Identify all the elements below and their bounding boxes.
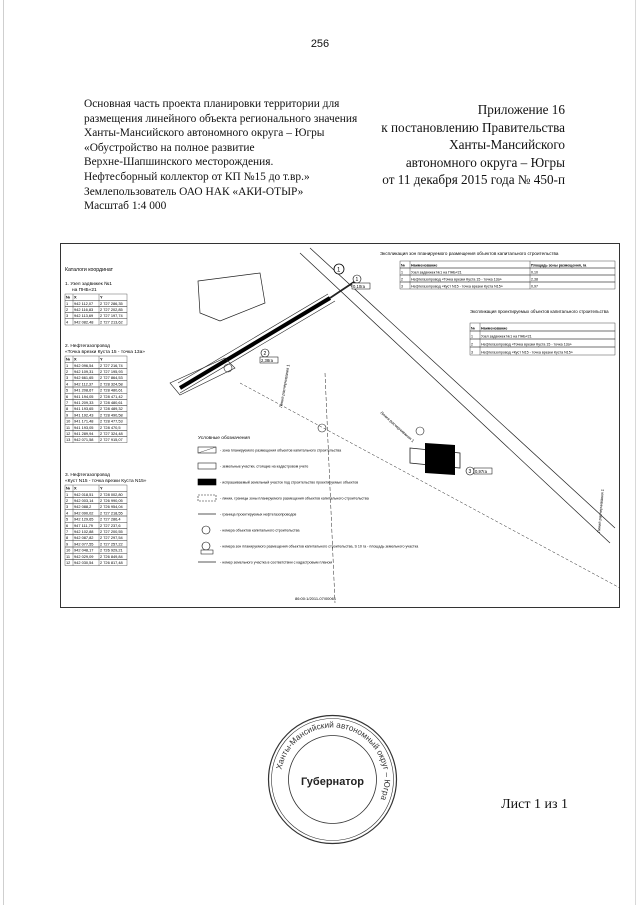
zone-number-label: [466, 467, 492, 475]
catalog-section-title: 3. Нефтегазопровод: [65, 473, 110, 478]
table-cell: 1: [471, 334, 473, 339]
table-cell: 947 111,79: [74, 522, 93, 528]
appendix-line: Ханты-Мансийского: [449, 137, 565, 152]
table-cell: 942 116,83: [74, 307, 94, 312]
table-cell: 942 112,07: [74, 300, 94, 306]
marker-circle: [224, 364, 232, 372]
table-cell: 2 726 817,48: [100, 560, 123, 565]
table-cell: 942 113,69: [74, 313, 94, 319]
table-cell: 0,10: [531, 270, 538, 275]
explication-title-line: Экспликация проектируемых объектов капитального строительства: [470, 309, 609, 314]
table-cell: 942 018,51: [74, 491, 94, 497]
table-header-cell: X: [74, 356, 77, 362]
table-cell: 941 193,65: [74, 406, 94, 412]
table-header-cell: №: [66, 356, 71, 362]
table-cell: 2 727 257,22: [100, 541, 123, 547]
table-header-cell: X: [74, 485, 77, 491]
map-frame: [61, 244, 620, 608]
table-cell: 3: [66, 375, 69, 381]
table-cell: 2: [66, 307, 69, 312]
svg-text:0,10га: 0,10га: [353, 284, 365, 289]
table-cell: 942 129,65: [74, 516, 94, 522]
table-cell: 3: [66, 504, 69, 510]
road-line: [240, 383, 620, 588]
zone-boundary: [178, 294, 328, 383]
catalog-section-2: [65, 343, 145, 443]
boundary-label: Линия расчерчивания 1: [278, 363, 291, 409]
table-cell: 2 728 489,32: [100, 406, 123, 412]
table-cell: 942 087,82: [74, 535, 94, 541]
governor-seal: [265, 712, 400, 847]
table-cell: 2 728 490,58: [100, 412, 123, 418]
table-cell: 941 209,33: [74, 400, 94, 405]
catalog-section-subtitle: на ПНБ«21: [72, 288, 97, 293]
zone-number-label: [260, 349, 278, 363]
marker-circle: [318, 424, 326, 432]
zone-boundary: [180, 301, 335, 393]
legend-label: - номера зон планируемого размещения объектов капитального строительства, S 10 га - площадь земельного участка: [220, 544, 419, 549]
legend-label: - зона планируемого размещения объектов капитального строительства: [220, 448, 342, 453]
project-description: [84, 97, 374, 214]
table-cell: 10: [66, 418, 71, 424]
table-cell: 1: [66, 362, 69, 368]
table-cell: 8: [66, 406, 69, 412]
table-cell: 2 727 195,93: [100, 369, 123, 374]
table-header-cell: №: [66, 485, 71, 491]
table-cell: 942 071,58: [74, 437, 94, 443]
legend-label: - земельные участки, стоящие на кадастровом учете: [220, 464, 309, 469]
table-cell: 7: [66, 529, 69, 534]
table-cell: 942 029,09: [74, 553, 94, 559]
explication-objects-table: [470, 309, 615, 355]
project-line: Основная часть проекта планировки территории для: [84, 98, 340, 110]
svg-text:0,97га: 0,97га: [475, 469, 487, 474]
sheet-number: Лист 1 из 1: [501, 797, 568, 812]
catalog-section-3: [65, 472, 147, 566]
cadastral-number: 86:00:1/2011-07/00061: [295, 596, 337, 601]
table-cell: 2 728 324,58: [100, 381, 123, 387]
table-cell: 942 030,54: [74, 560, 94, 565]
road-line: [325, 373, 335, 603]
table-cell: 942 102,88: [74, 529, 94, 534]
table-header-cell: Наименование: [411, 263, 438, 268]
catalog-section-subtitle: «Точка врезки Куста 15 - точка 13а»: [65, 350, 145, 355]
boundary-label: Линия расчерчивания 1: [379, 410, 416, 444]
catalog-section-title: 1. Узел задвижек №1: [65, 282, 112, 287]
table-cell: 12: [66, 431, 71, 436]
appendix-line: к постановлению Правительства: [381, 119, 565, 135]
table-cell: 2 727 216,74: [100, 362, 123, 368]
table-cell: 8: [66, 535, 69, 541]
table-cell: 2 728 480,61: [100, 400, 123, 405]
table-cell: 2 727 297,54: [100, 535, 123, 541]
table-cell: 3: [401, 284, 403, 289]
object-number-1: [334, 264, 344, 274]
catalog-table: [65, 356, 127, 443]
table-cell: 942 082,48: [74, 319, 94, 325]
table-cell: 942 112,37: [74, 381, 94, 387]
legend-label: - линии, границы зоны планируемого размещения объектов капитального строительства: [220, 496, 369, 501]
marker-circle: [416, 427, 424, 435]
table-cell: 1: [66, 300, 69, 306]
table-cell: 2 728 471,42: [100, 393, 123, 399]
table-cell: 2,38: [531, 277, 538, 282]
explication-title: Экспликация зон планируемого размещения объектов капитального строительства: [380, 251, 559, 256]
table-cell: Нефтегазопровод «Точка врезки Куста 15 - точка 13а»: [481, 342, 572, 347]
table-cell: 942 096,54: [74, 362, 94, 368]
table-cell: 12: [66, 560, 71, 565]
page-number: 256: [310, 38, 330, 50]
legend-swatch: [198, 463, 216, 469]
table-cell: 4: [66, 510, 69, 516]
scan-edge-left: [3, 0, 4, 905]
table-cell: 2 727 324,48: [100, 431, 123, 436]
project-line: размещения линейного объекта регионального значения: [84, 112, 358, 125]
table-cell: 2 728 470,5: [100, 424, 121, 430]
table-cell: 11: [66, 424, 71, 430]
catalog-table: [65, 485, 127, 566]
table-cell: 2 727 200,55: [100, 529, 123, 534]
table-cell: 10: [66, 547, 71, 553]
svg-text:3: 3: [468, 469, 472, 475]
zone-number-label: [352, 275, 370, 289]
appendix-line: Приложение 16: [477, 102, 565, 117]
pipeline-route: [180, 298, 330, 388]
scan-edge-right: [635, 0, 636, 905]
svg-text:1: 1: [355, 277, 359, 283]
table-header-cell: Y: [100, 356, 103, 362]
legend-label: - граница проектируемых нефтегазопроводов: [220, 512, 297, 517]
table-cell: 2 727 864,53: [100, 375, 123, 381]
table-header-cell: Площадь зоны размещения, га: [531, 263, 587, 268]
planning-map: [60, 243, 620, 608]
table-cell: 942 088,2: [74, 504, 92, 510]
project-line: Верхне-Шапшинского месторождения.: [84, 156, 274, 169]
table-cell: 5: [66, 387, 69, 393]
appendix-line: от 11 декабря 2015 года № 450-п: [382, 172, 565, 187]
table-cell: 2 728 477,53: [100, 418, 123, 424]
legend-swatch: [202, 526, 210, 534]
svg-text:2: 2: [263, 351, 267, 357]
table-cell: 942 003,14: [74, 498, 94, 503]
table-cell: 0,97: [531, 284, 538, 289]
table-cell: 941 289,94: [74, 431, 94, 436]
explication-table: [380, 251, 615, 289]
table-header-cell: №: [471, 326, 476, 331]
table-cell: 11: [66, 553, 71, 559]
table-cell: 941 193,05: [74, 424, 94, 430]
catalog-section-1: [65, 281, 127, 325]
table-cell: 2 726 954,04: [100, 504, 123, 510]
table-cell: 2 728 480,61: [100, 387, 123, 393]
table-cell: 2 726 849,84: [100, 553, 123, 559]
table-cell: 2 727 237,6: [100, 522, 121, 528]
legend-label: - номера объектов капитального строительства: [220, 528, 300, 533]
table-cell: 2 727 286,4: [100, 516, 121, 522]
table-cell: 2: [471, 342, 473, 347]
table-cell: 4: [66, 381, 69, 387]
table-cell: 942 109,31: [74, 369, 94, 374]
table-cell: 2: [401, 277, 403, 282]
seal-ring-text: Ханты-Мансийский автономный округ – Югра: [274, 720, 392, 802]
table-header-cell: Y: [100, 485, 103, 491]
table-header-cell: №: [66, 294, 71, 300]
legend-label: - номер земельного участка в соответствии с кадастровым планом: [220, 560, 333, 565]
table-cell: 942 077,55: [74, 541, 94, 547]
table-cell: Нефтегазопровод «Куст N15 - точка врезки Куста N15»: [481, 350, 573, 355]
project-line: Масштаб 1:4 000: [84, 200, 167, 213]
table-cell: Нефтегазопровод «Куст N15 - точка врезки Куста N15»: [411, 284, 503, 289]
table-cell: Узел задвижек №1 на ПНБ«21: [411, 270, 462, 275]
catalog-section-subtitle: «Куст N15 - точка врезки Куста N15»: [65, 479, 147, 484]
table-header-cell: Наименование: [481, 326, 508, 331]
table-cell: 2 726 990,05: [100, 498, 123, 503]
legend-swatch: [201, 550, 213, 554]
legend-swatch: [198, 479, 216, 485]
table-cell: 6: [66, 393, 69, 399]
project-line: «Обустройство на полное развитие: [84, 141, 255, 154]
catalog-title: Каталоги координат: [65, 267, 113, 273]
cadastral-parcel: [198, 273, 265, 321]
road-line: [310, 248, 615, 528]
table-cell: 941 192,43: [74, 412, 94, 418]
table-cell: 9: [66, 541, 69, 547]
boundary-label: Линия расчерчивания 1: [596, 488, 605, 534]
table-cell: 3: [471, 350, 473, 355]
appendix-header: [335, 101, 565, 189]
table-cell: 2 727 213,62: [100, 319, 123, 325]
table-cell: 941 194,05: [74, 393, 94, 399]
table-cell: 2 727 197,74: [100, 313, 123, 319]
project-line: Ханты-Мансийского автономного округа – Югры: [84, 127, 325, 140]
table-cell: 6: [66, 522, 69, 528]
catalog-section-title: 2. Нефтегазопровод: [65, 344, 110, 349]
seal-center-text: Губернатор: [300, 776, 365, 788]
table-cell: 2 727 286,35: [100, 300, 123, 306]
table-cell: 3: [66, 313, 69, 319]
legend-title: Условные обозначения: [198, 436, 250, 441]
table-cell: 2 728 002,80: [100, 491, 123, 497]
project-line: Землепользователь ОАО НАК «АКИ-ОТЫР»: [84, 185, 304, 198]
legend: [198, 435, 418, 565]
table-cell: 1: [401, 270, 403, 275]
legend-label: - испрашиваемый земельный участок под строительство проектируемых объектов: [220, 480, 359, 485]
table-cell: 941 208,67: [74, 387, 94, 393]
catalog-table: [65, 294, 127, 325]
table-cell: 2: [66, 498, 69, 503]
table-cell: 2 727 202,85: [100, 307, 123, 312]
pipeline-segment: [425, 443, 455, 475]
table-cell: Нефтегазопровод «Точка врезки Куста 15 - точка 13а»: [411, 277, 502, 282]
table-header-cell: №: [401, 263, 406, 268]
table-cell: Узел задвижек №1 на ПНБ«21: [481, 334, 532, 339]
table-cell: 4: [66, 319, 69, 325]
table-cell: 2 726 929,21: [100, 547, 123, 553]
table-cell: 2 727 915,07: [100, 437, 123, 443]
project-line: Нефтесборный коллектор от КП №15 до т.вр.»: [84, 170, 310, 183]
legend-swatch: [202, 542, 210, 550]
table-cell: 5: [66, 516, 69, 522]
table-cell: 9: [66, 412, 69, 418]
svg-text:2,38га: 2,38га: [261, 358, 273, 363]
table-cell: 941 171,48: [74, 418, 94, 424]
table-cell: 2: [66, 369, 69, 374]
table-cell: 7: [66, 400, 69, 405]
table-cell: 2 727 218,55: [100, 510, 123, 516]
table-header-cell: X: [74, 294, 77, 300]
legend-swatch: [198, 495, 216, 501]
table-cell: 942 661,65: [74, 375, 94, 381]
appendix-line: автономного округа – Югры: [405, 154, 565, 170]
table-cell: 1: [66, 491, 69, 497]
table-cell: 942 048,17: [74, 547, 94, 553]
table-header-cell: Y: [100, 294, 103, 300]
table-cell: 13: [66, 437, 71, 443]
svg-text:1: 1: [337, 267, 341, 274]
table-cell: 942 090,02: [74, 510, 94, 516]
